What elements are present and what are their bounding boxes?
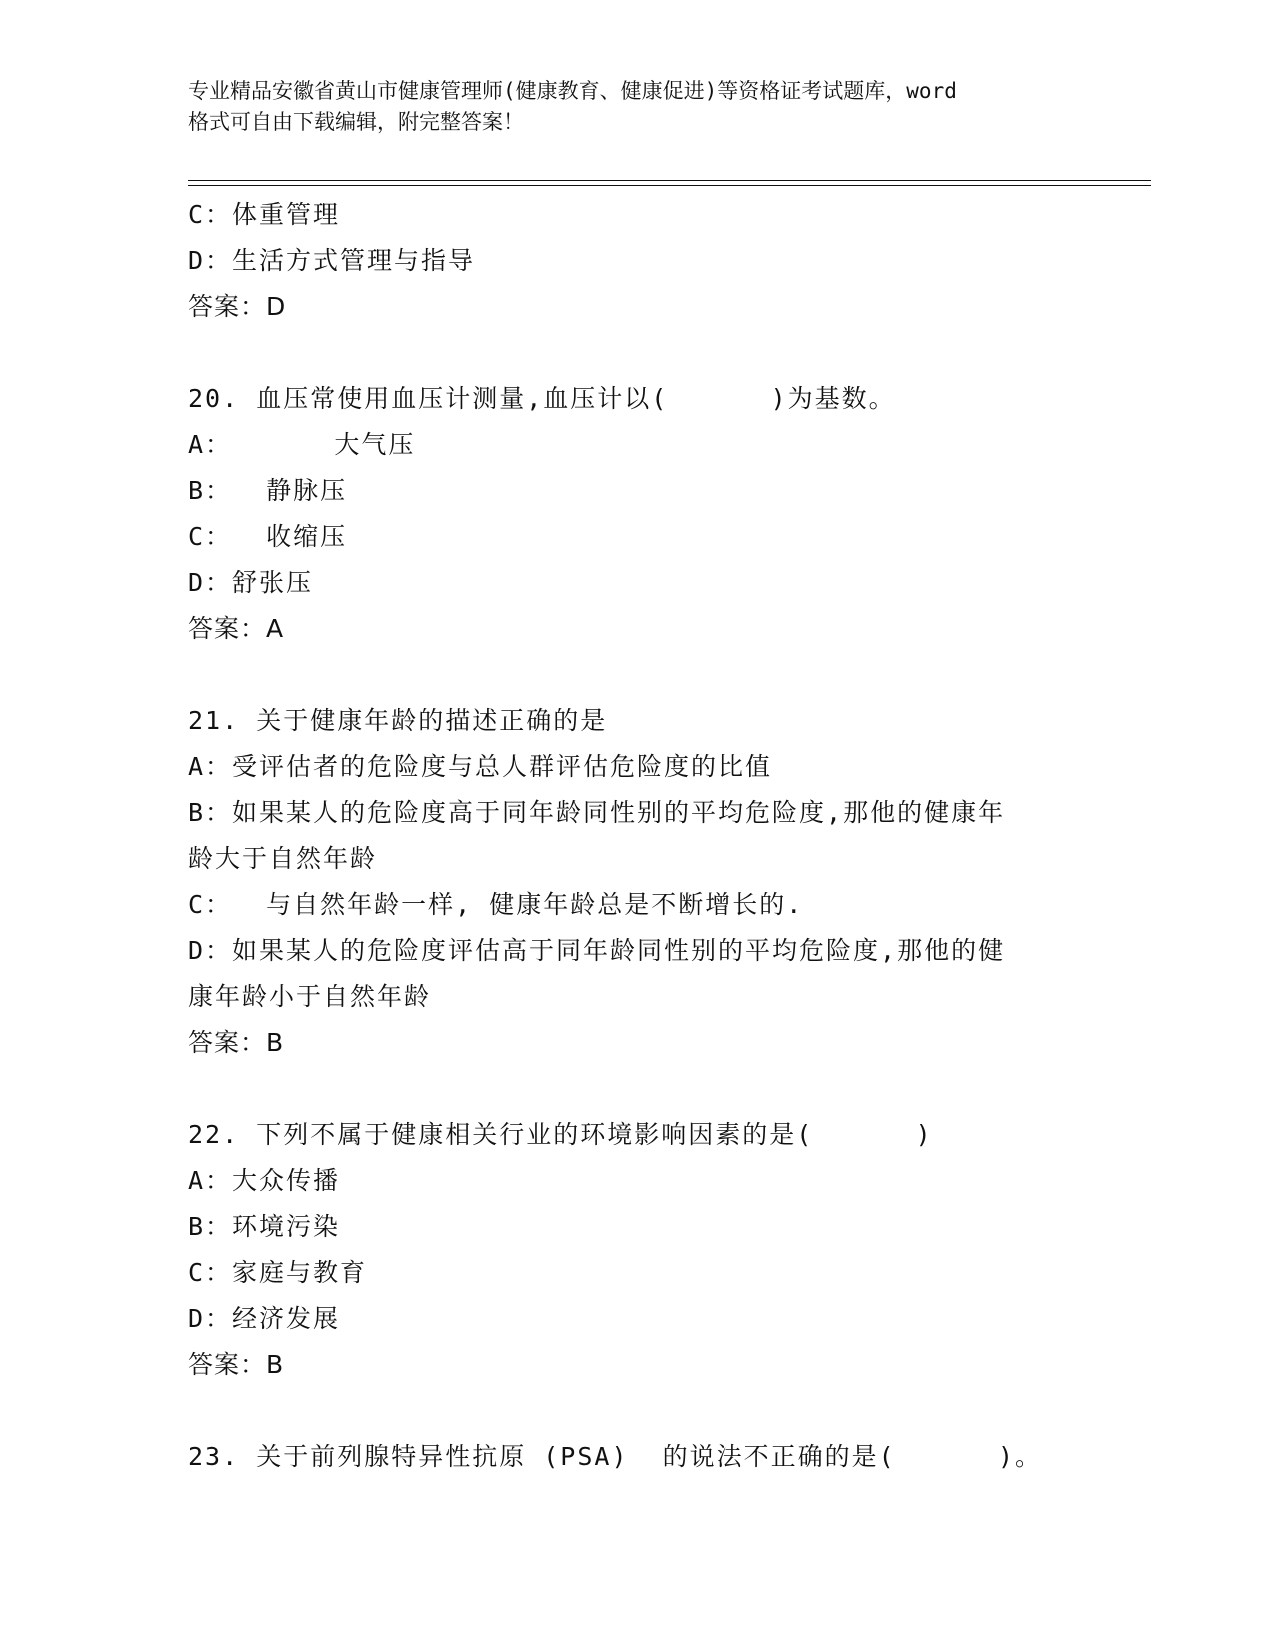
option-b-continued: 龄大于自然年龄 — [188, 844, 378, 873]
option-d: D：经济发展 — [188, 1304, 341, 1333]
question-21 — [188, 698, 1068, 1066]
option-d: D：生活方式管理与指导 — [188, 246, 476, 275]
spacer — [188, 330, 1068, 376]
question-stem: 22. 下列不属于健康相关行业的环境影响因素的是( ) — [188, 1120, 933, 1149]
header-line-1: 专业精品安徽省黄山市健康管理师(健康教育、健康促进)等资格证考试题库，word — [188, 79, 957, 103]
option-c: C： 与自然年龄一样, 健康年龄总是不断增长的. — [188, 890, 804, 919]
answer-line: 答案：A — [188, 614, 285, 643]
spacer — [188, 1388, 1068, 1434]
answer-line: 答案：D — [188, 292, 287, 321]
question-stem: 21. 关于健康年龄的描述正确的是 — [188, 706, 608, 735]
option-b: B：环境污染 — [188, 1212, 341, 1241]
spacer — [188, 652, 1068, 698]
option-d: D：如果某人的危险度评估高于同年龄同性别的平均危险度,那他的健 — [188, 936, 1006, 965]
answer-line: 答案：B — [188, 1350, 285, 1379]
answer-line: 答案：B — [188, 1028, 285, 1057]
option-a: A：大众传播 — [188, 1166, 341, 1195]
spacer — [188, 1066, 1068, 1112]
option-b: B：如果某人的危险度高于同年龄同性别的平均危险度,那他的健康年 — [188, 798, 1006, 827]
question-22 — [188, 1112, 1068, 1388]
prev-question — [188, 192, 1068, 330]
document-header — [188, 76, 1088, 138]
option-b: B： 静脉压 — [188, 476, 348, 505]
question-stem: 23. 关于前列腺特异性抗原 (PSA) 的说法不正确的是( )。 — [188, 1442, 1043, 1471]
question-list — [188, 192, 1068, 1480]
option-c: C：体重管理 — [188, 200, 341, 229]
option-c: C：家庭与教育 — [188, 1258, 368, 1287]
header-divider-bottom — [188, 185, 1151, 186]
question-23 — [188, 1434, 1068, 1480]
option-a: A： 大气压 — [188, 430, 416, 459]
option-a: A：受评估者的危险度与总人群评估危险度的比值 — [188, 752, 773, 781]
option-d: D：舒张压 — [188, 568, 314, 597]
option-d-continued: 康年龄小于自然年龄 — [188, 982, 432, 1011]
option-c: C： 收缩压 — [188, 522, 348, 551]
header-line-2: 格式可自由下载编辑，附完整答案！ — [188, 110, 524, 134]
header-divider-top — [188, 180, 1151, 181]
question-20 — [188, 376, 1068, 652]
question-stem: 20. 血压常使用血压计测量,血压计以( )为基数。 — [188, 384, 896, 413]
